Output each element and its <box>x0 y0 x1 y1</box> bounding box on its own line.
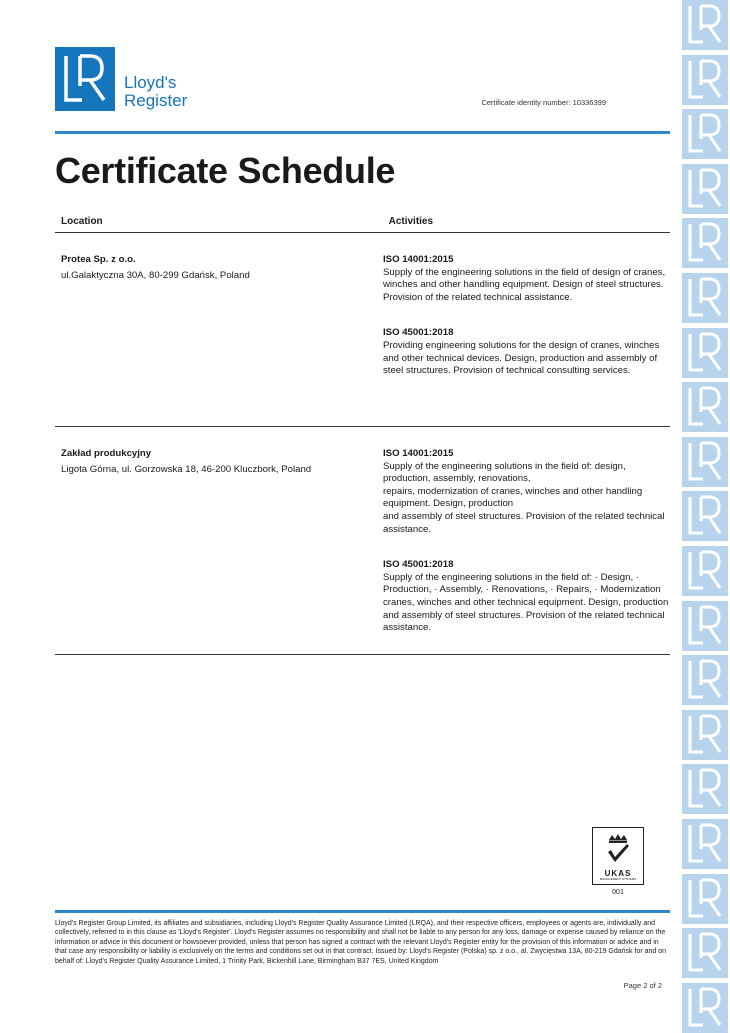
logo-strip <box>680 0 730 1024</box>
activity-block <box>383 254 670 304</box>
lr-monogram-icon <box>682 655 728 705</box>
table-header <box>55 216 670 233</box>
lr-monogram-icon <box>682 218 728 268</box>
page-number: Page 2 of 2 <box>623 981 662 990</box>
activity-block <box>383 559 670 635</box>
activities-column-header: Activities <box>388 216 434 227</box>
activity-description: Supply of the engineering solutions in the field of design of cranes, winches and other handling equipment. Design of steel structures. Provision of the related technical assistance. <box>383 266 666 303</box>
ukas-badge <box>592 827 644 885</box>
lr-monogram-icon <box>682 164 728 214</box>
lr-monogram-icon <box>682 601 728 651</box>
lr-monogram-icon <box>682 764 728 814</box>
lr-monogram-icon <box>682 491 728 541</box>
standard-label: ISO 14001:2015 <box>383 254 454 265</box>
lr-monogram-icon <box>682 328 728 378</box>
ukas-title: UKAS <box>604 869 632 878</box>
certificate-identity-number: Certificate identity number: 10336399 <box>481 98 606 107</box>
activity-description: Supply of the engineering solutions in the field of: · Design, · Production, · Assembly, · Renovations, · Repairs, · Modernization cranes, winches and other technical equipment. Design, production and assembly of steel structures. Provision of the related technical assistance. <box>383 571 669 634</box>
schedule-table <box>55 216 670 655</box>
activity-description: Supply of the engineering solutions in the field of: design, production, assembly, renovations, repairs, modernization of cranes, winches and other handling equipment. Design, production and assembly of steel structures. Provision of the related technical assistance. <box>383 460 665 535</box>
lr-monogram-icon <box>682 874 728 924</box>
location-column-header: Location <box>61 216 103 227</box>
location-address: ul.Galaktyczna 30A, 80-299 Gdańsk, Poland <box>61 269 250 281</box>
header-divider <box>55 131 670 134</box>
lr-monogram-icon <box>682 273 728 323</box>
table-row <box>55 233 670 427</box>
location-cell <box>55 427 383 654</box>
lr-monogram-icon <box>682 710 728 760</box>
activity-description: Providing engineering solutions for the design of cranes, winches and other technical devices. Design, production and assembly of steel structures. Provision of technical consulting services. <box>383 339 660 377</box>
footer-divider <box>55 910 670 913</box>
lr-monogram-icon <box>682 437 728 487</box>
location-address: Ligota Górna, ul. Gorzowska 18, 46-200 Kluczbork, Poland <box>61 463 312 475</box>
lr-monogram-icon <box>682 819 728 869</box>
lr-monogram-icon <box>682 928 728 978</box>
standard-label: ISO 14001:2015 <box>383 448 454 459</box>
brand-line-1: Lloyd's <box>124 73 177 92</box>
legal-disclaimer: Lloyd's Register Group Limited, its affiliates and subsidiaries, including Lloyd's Register Quality Assurance Limited (LRQA), and their respective officers, employees or agents are, individually and collectively, referred to in this clause as 'Lloyd's Register'. Lloyd's Register assumes no responsibility and shall not be liable to any person for any loss, damage or expense caused by reliance on the information or advice in this document or howsoever provided, unless that person has signed a contract with the relevant Lloyd's Register entity for the provision of this information or advice and in that case any responsibility or liability is exclusively on the terms and conditions set out in that contract. Issued by: Lloyd's Register (Polska) sp. z o.o., al. Zwycięstwa 13A, 80-219 Gdańsk for and on behalf of: Lloyd's Register Quality Assurance Limited, 1 Trinity Park, Bickenhill Lane, Birmingham B37 7ES, United Kingdom <box>55 920 667 965</box>
lr-monogram-icon <box>55 47 115 111</box>
lr-monogram-icon <box>682 55 728 105</box>
brand-line-2: Register <box>124 91 188 110</box>
lr-monogram-icon <box>682 983 728 1033</box>
standard-label: ISO 45001:2018 <box>383 559 454 571</box>
lr-monogram-icon <box>682 0 728 50</box>
activities-cell <box>383 427 670 654</box>
location-cell <box>55 233 383 426</box>
table-row <box>55 427 670 655</box>
activity-block <box>383 327 670 377</box>
location-name: Protea Sp. z o.o. <box>61 254 136 265</box>
lr-monogram-icon <box>682 546 728 596</box>
page-title: Certificate Schedule <box>55 150 396 191</box>
lr-monogram-icon <box>682 382 728 432</box>
activity-block <box>383 448 670 536</box>
crown-check-icon <box>603 832 633 868</box>
activities-cell <box>383 233 670 426</box>
ukas-subtitle: MANAGEMENT SYSTEMS <box>599 877 637 881</box>
standard-label: ISO 45001:2018 <box>383 327 454 339</box>
brand-name <box>124 74 187 111</box>
ukas-number: 001 <box>612 889 624 896</box>
location-name: Zakład produkcyjny <box>61 448 152 459</box>
lr-monogram-icon <box>682 109 728 159</box>
lloyds-register-logo <box>55 47 187 111</box>
